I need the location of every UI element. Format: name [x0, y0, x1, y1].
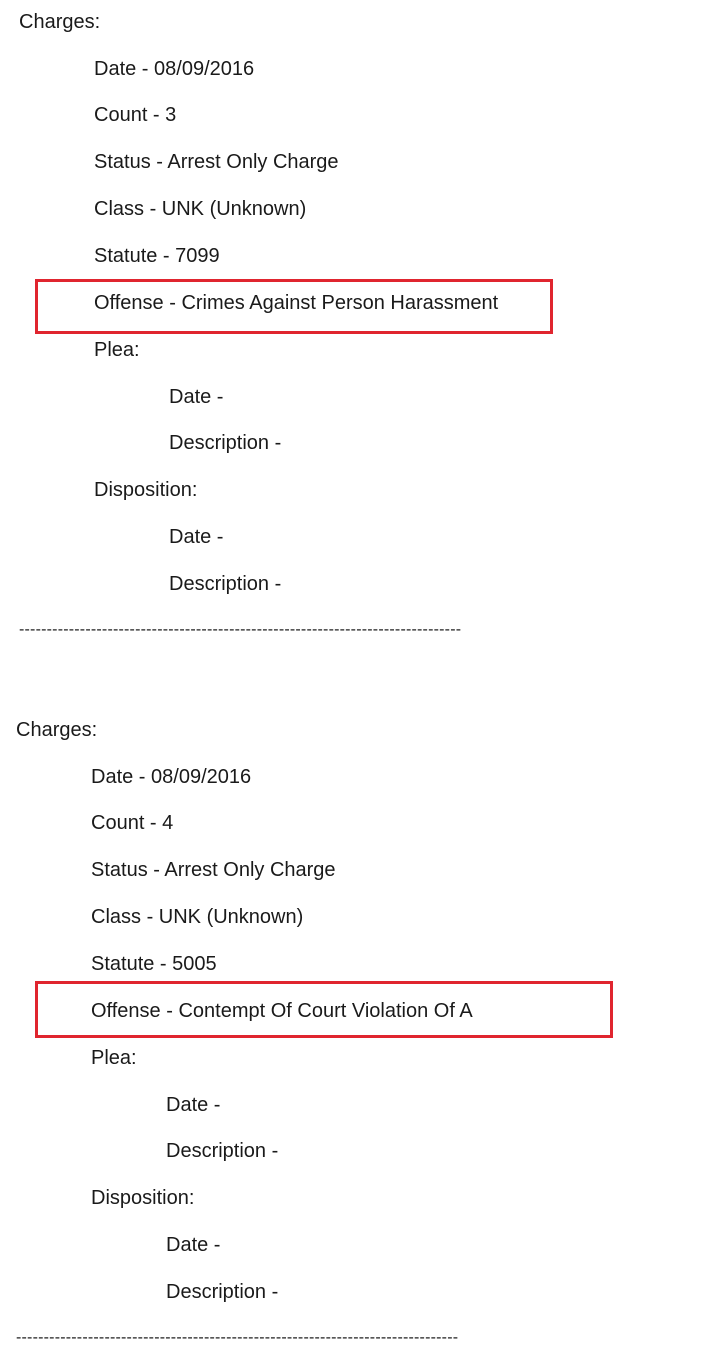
charge-status: Status - Arrest Only Charge — [94, 151, 339, 173]
record-separator: -------------------------------------------------------------------------------- — [19, 621, 462, 638]
plea-date: Date - — [166, 1094, 221, 1116]
plea-label: Plea: — [91, 1047, 137, 1069]
plea-label: Plea: — [94, 339, 140, 361]
charge-offense: Offense - Contempt Of Court Violation Of A — [91, 1000, 473, 1022]
disposition-description: Description - — [166, 1281, 279, 1303]
disposition-label: Disposition: — [91, 1187, 195, 1209]
charge-statute: Statute - 5005 — [91, 953, 217, 975]
disposition-date: Date - — [166, 1234, 221, 1256]
charge-offense: Offense - Crimes Against Person Harassment — [94, 292, 499, 314]
charge-date: Date - 08/09/2016 — [94, 58, 255, 80]
disposition-label: Disposition: — [94, 479, 198, 501]
charges-heading: Charges: — [19, 11, 101, 33]
charge-count: Count - 3 — [94, 104, 177, 126]
charges-heading: Charges: — [16, 719, 98, 741]
charge-date: Date - 08/09/2016 — [91, 766, 252, 788]
disposition-date: Date - — [169, 526, 224, 548]
record-separator: -------------------------------------------------------------------------------- — [16, 1329, 459, 1346]
charge-statute: Statute - 7099 — [94, 245, 220, 267]
plea-date: Date - — [169, 386, 224, 408]
plea-description: Description - — [169, 432, 282, 454]
disposition-description: Description - — [169, 573, 282, 595]
charge-class: Class - UNK (Unknown) — [94, 198, 307, 220]
charge-count: Count - 4 — [91, 812, 174, 834]
charge-class: Class - UNK (Unknown) — [91, 906, 304, 928]
charge-status: Status - Arrest Only Charge — [91, 859, 336, 881]
plea-description: Description - — [166, 1140, 279, 1162]
